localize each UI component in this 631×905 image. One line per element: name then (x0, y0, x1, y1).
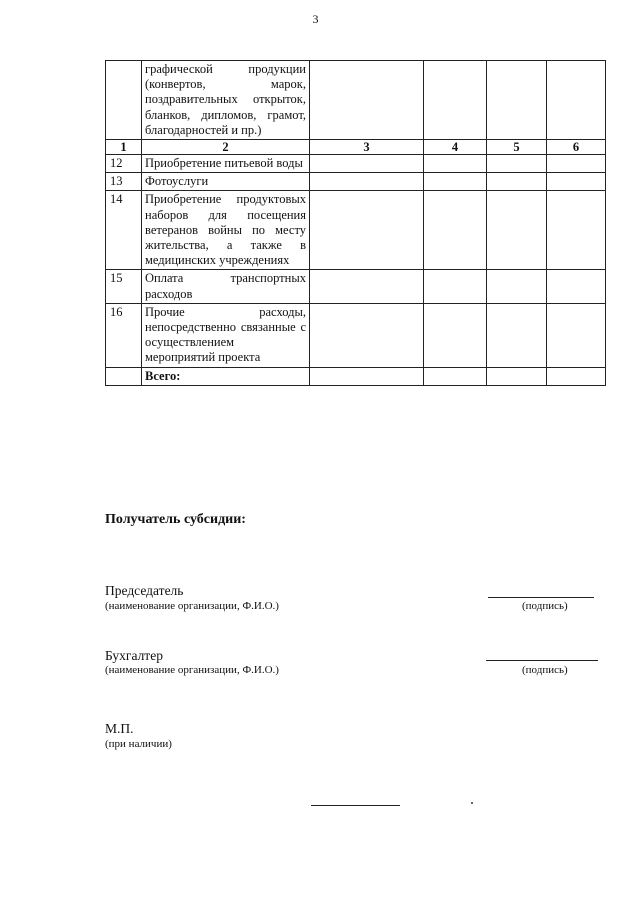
seal-label: М.П. (105, 721, 134, 736)
table-row (106, 191, 606, 270)
row-number: 16 (106, 303, 142, 367)
row-number: 15 (106, 270, 142, 303)
row-number: 12 (106, 155, 142, 173)
row-number-cell (106, 367, 142, 385)
value-cell (424, 173, 487, 191)
accountant-name-note: (наименование организации, Ф.И.О.) (105, 664, 279, 676)
value-cell (310, 367, 424, 385)
row-description: графической продукции (конвертов, марок, поздравительных открыток, бланков, дипломов, грамот, благодарностей и пр.) (142, 61, 310, 140)
value-cell (487, 173, 547, 191)
value-cell (547, 367, 606, 385)
page-number: 3 (312, 12, 319, 26)
value-cell (310, 61, 424, 140)
scan-speck (471, 802, 473, 804)
value-cell (547, 270, 606, 303)
value-cell (424, 61, 487, 140)
chairman-role: Председатель (105, 583, 184, 598)
table-row (106, 270, 606, 303)
table-row (106, 155, 606, 173)
accountant-role: Бухгалтер (105, 648, 163, 663)
accountant-signature-line (486, 660, 598, 661)
value-cell (487, 303, 547, 367)
row-number: 13 (106, 173, 142, 191)
value-cell (424, 155, 487, 173)
column-number: 1 (106, 140, 142, 155)
row-description: Приобретение продуктовых наборов для посещения ветеранов войны по месту жительства, а также в медицинских учреждениях (142, 191, 310, 270)
value-cell (310, 303, 424, 367)
value-cell (310, 155, 424, 173)
row-description: Прочие расходы, непосредственно связанные с осуществлением мероприятий проекта (142, 303, 310, 367)
value-cell (547, 191, 606, 270)
column-number: 5 (487, 140, 547, 155)
column-number-row (106, 140, 606, 155)
column-number: 4 (424, 140, 487, 155)
expense-table (105, 60, 606, 386)
total-label: Всего: (142, 367, 310, 385)
value-cell (424, 191, 487, 270)
row-description: Оплата транспортных расходов (142, 270, 310, 303)
value-cell (487, 155, 547, 173)
value-cell (310, 173, 424, 191)
value-cell (487, 270, 547, 303)
value-cell (487, 61, 547, 140)
value-cell (487, 191, 547, 270)
column-number: 6 (547, 140, 606, 155)
table-row (106, 173, 606, 191)
value-cell (547, 303, 606, 367)
recipient-title: Получатель субсидии: (105, 512, 246, 527)
row-description: Приобретение питьевой воды (142, 155, 310, 173)
row-number-cell (106, 61, 142, 140)
row-number: 14 (106, 191, 142, 270)
value-cell (424, 367, 487, 385)
value-cell (424, 303, 487, 367)
column-number: 2 (142, 140, 310, 155)
chairman-name-note: (наименование организации, Ф.И.О.) (105, 600, 279, 612)
date-line (311, 805, 400, 806)
table-row (106, 303, 606, 367)
seal-note: (при наличии) (105, 738, 172, 750)
value-cell (310, 270, 424, 303)
total-row (106, 367, 606, 385)
value-cell (424, 270, 487, 303)
value-cell (310, 191, 424, 270)
value-cell (547, 155, 606, 173)
column-number: 3 (310, 140, 424, 155)
chairman-signature-note: (подпись) (522, 600, 568, 612)
accountant-signature-note: (подпись) (522, 664, 568, 676)
value-cell (547, 61, 606, 140)
chairman-signature-line (488, 597, 594, 598)
table-row (106, 61, 606, 140)
value-cell (547, 173, 606, 191)
row-description: Фотоуслуги (142, 173, 310, 191)
value-cell (487, 367, 547, 385)
